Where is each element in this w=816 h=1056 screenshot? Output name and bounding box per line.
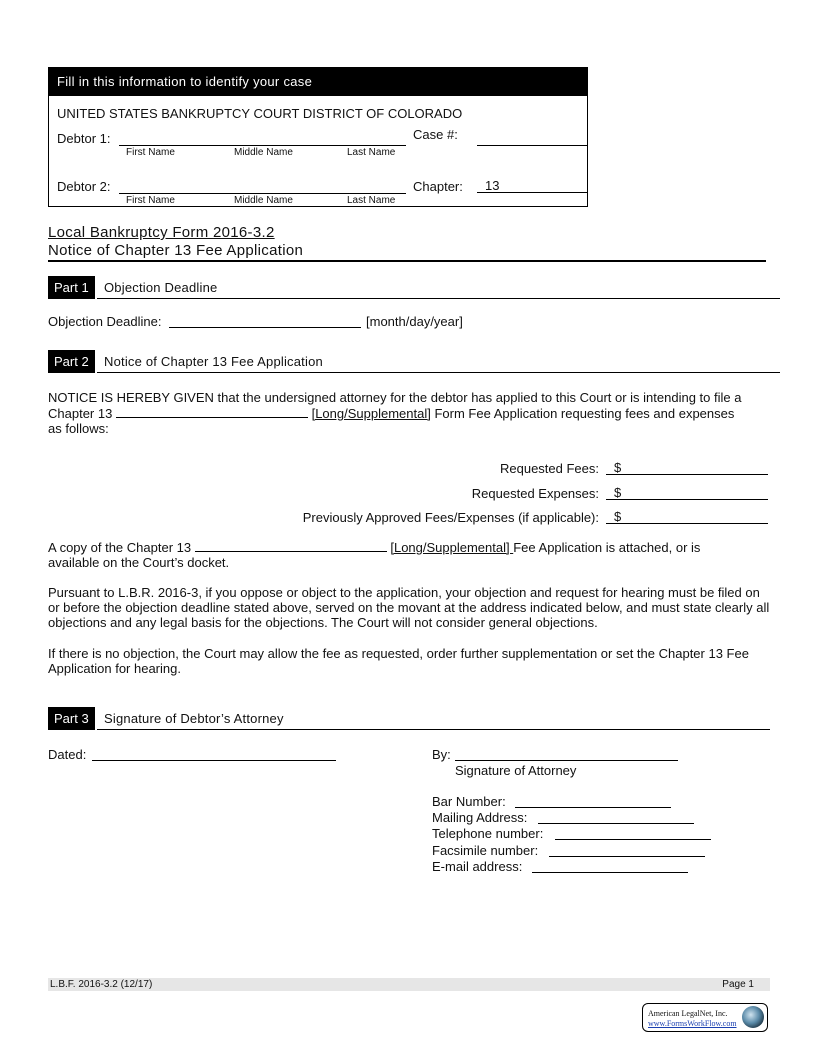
part2-title: Notice of Chapter 13 Fee Application <box>104 354 323 369</box>
part3-divider <box>97 729 770 730</box>
previously-approved-label: Previously Approved Fees/Expenses (if applicable): <box>302 510 599 525</box>
pursuant-paragraph: Pursuant to L.B.R. 2016-3, if you oppose or object to the application, your objection and request for hearing must be filed on or before the objection deadline stated above, served on the movant at the address indicated below, and must state clearly all objections and any legal basis for the objections. The Court will not consider general objections. <box>48 585 770 630</box>
no-objection-paragraph: If there is no objection, the Court may allow the fee as requested, order further supplementation or set the Chapter 13 Fee Application for hearing. <box>48 646 749 676</box>
requested-fees-label: Requested Fees: <box>499 461 599 476</box>
bar-number-field[interactable] <box>515 794 671 808</box>
title-divider <box>48 260 766 262</box>
part1-title: Objection Deadline <box>104 280 218 295</box>
logo-url-link[interactable]: www.FormsWorkFlow.com <box>648 1019 737 1028</box>
court-name: UNITED STATES BANKRUPTCY COURT DISTRICT OF COLORADO <box>57 106 463 121</box>
requested-expenses-label: Requested Expenses: <box>471 486 599 501</box>
debtor2-label: Debtor 2: <box>57 179 111 194</box>
part2-tag: Part 2 <box>48 350 95 373</box>
objection-deadline-field[interactable] <box>169 314 361 328</box>
american-legalnet-logo <box>642 1003 768 1032</box>
copy-line-1 <box>48 539 770 555</box>
logo-company: American LegalNet, Inc. <box>648 1009 728 1018</box>
case-box-header: Fill in this information to identify your case <box>49 68 587 96</box>
debtor1-first-name-caption: First Name <box>126 147 175 158</box>
bar-number-label: Bar Number: <box>432 794 506 809</box>
notice-line-2 <box>48 405 770 421</box>
attorney-signature-field[interactable] <box>455 747 678 761</box>
email-field[interactable] <box>532 859 688 873</box>
by-label: By: <box>432 747 451 762</box>
copy-line-2: available on the Court’s docket. <box>48 555 230 570</box>
form-number-title: Local Bankruptcy Form 2016-3.2 <box>48 224 275 241</box>
notice-chapter-text: Chapter 13 <box>48 406 113 421</box>
form-title: Notice of Chapter 13 Fee Application <box>48 242 304 259</box>
objection-deadline-label: Objection Deadline: <box>48 314 162 329</box>
case-number-label: Case #: <box>413 127 458 142</box>
debtor2-first-name-caption: First Name <box>126 195 175 206</box>
part3-title: Signature of Debtor’s Attorney <box>104 711 284 726</box>
facsimile-field[interactable] <box>549 843 705 857</box>
chapter-label: Chapter: <box>413 179 463 194</box>
email-label: E-mail address: <box>432 859 523 874</box>
debtor2-last-name-caption: Last Name <box>347 195 396 206</box>
copy-paragraph <box>48 539 770 570</box>
mailing-address-label: Mailing Address: <box>432 810 528 825</box>
globe-icon <box>742 1006 764 1028</box>
notice-form-type-field[interactable] <box>116 405 308 418</box>
dated-label: Dated: <box>48 747 87 762</box>
copy-line-1-rest: Fee Application is attached, or is <box>513 540 701 555</box>
part2-divider <box>97 372 780 373</box>
objection-deadline-hint: [month/day/year] <box>366 314 463 329</box>
debtor1-last-name-caption: Last Name <box>347 147 396 158</box>
requested-expenses-currency: $ <box>614 485 622 500</box>
telephone-label: Telephone number: <box>432 826 544 841</box>
mailing-address-field[interactable] <box>538 810 694 824</box>
debtor2-middle-name-caption: Middle Name <box>234 195 293 206</box>
notice-form-type-options: [Long/Supplemental] <box>311 406 431 421</box>
requested-expenses-field[interactable] <box>606 486 768 500</box>
requested-fees-currency: $ <box>614 460 622 475</box>
debtor1-middle-name-caption: Middle Name <box>234 147 293 158</box>
chapter-field[interactable]: 13 <box>477 179 588 193</box>
page-footer <box>48 978 770 991</box>
form-id: L.B.F. 2016-3.2 (12/17) <box>50 979 153 990</box>
part3-tag: Part 3 <box>48 707 95 730</box>
debtor1-name-field[interactable] <box>119 131 406 146</box>
debtor1-label: Debtor 1: <box>57 131 111 146</box>
part1-divider <box>97 298 780 299</box>
signature-caption: Signature of Attorney <box>455 763 577 778</box>
copy-chapter-text: A copy of the Chapter 13 <box>48 540 192 555</box>
copy-form-type-options: [Long/Supplemental] <box>390 540 514 555</box>
copy-form-type-field[interactable] <box>195 539 387 552</box>
page-number: Page 1 <box>722 979 754 990</box>
dated-field[interactable] <box>92 747 336 761</box>
requested-fees-field[interactable] <box>606 461 768 475</box>
facsimile-label: Facsimile number: <box>432 843 539 858</box>
notice-line-3: as follows: <box>48 421 109 436</box>
previously-approved-field[interactable] <box>606 510 768 524</box>
notice-line-1: NOTICE IS HEREBY GIVEN that the undersigned attorney for the debtor has applied to this Court or is intending to file a <box>48 390 742 405</box>
case-number-field[interactable] <box>477 131 588 146</box>
notice-line-2-rest: Form Fee Application requesting fees and expenses <box>434 406 735 421</box>
notice-paragraph <box>48 390 770 436</box>
previously-approved-currency: $ <box>614 509 622 524</box>
debtor2-name-field[interactable] <box>119 179 406 194</box>
part1-tag: Part 1 <box>48 276 95 299</box>
telephone-field[interactable] <box>555 826 711 840</box>
